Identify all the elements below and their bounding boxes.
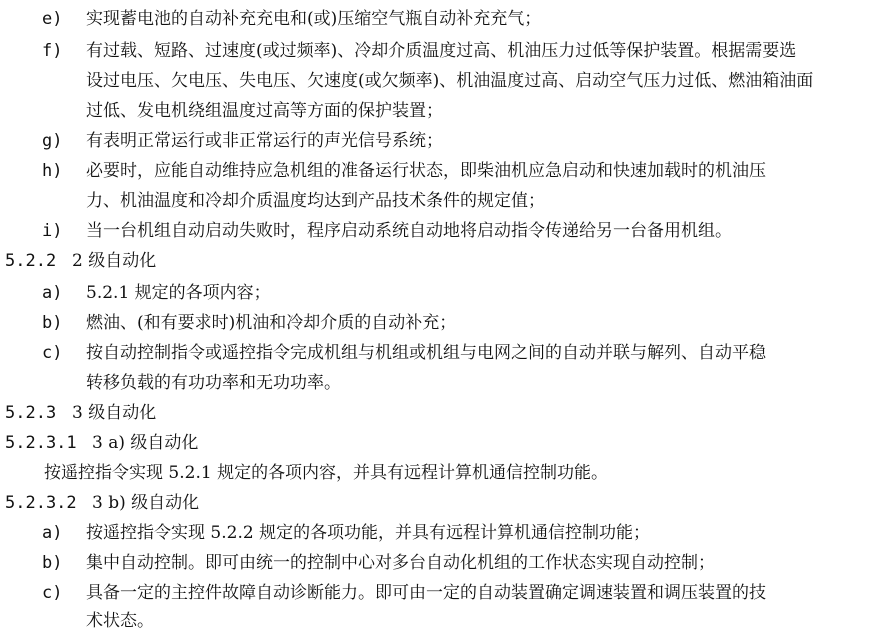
section-number-5-2-3: 5.2.3 [5, 403, 57, 423]
item-f-line-3: 过低、发电机绕组温度过高等方面的保护装置； [86, 101, 443, 121]
section-number-5-2-2: 5.2.2 [5, 251, 57, 271]
item-label-g: g) [42, 131, 63, 151]
paragraph-5-2-3-1: 按遥控指令实现 5.2.1 规定的各项内容，并具有远程计算机通信控制功能。 [44, 463, 609, 483]
item-5232-a-line-1: 按遥控指令实现 5.2.2 规定的各项功能，并具有远程计算机通信控制功能； [86, 523, 651, 543]
item-e-line-1: 实现蓄电池的自动补充充电和(或)压缩空气瓶自动补充充气； [86, 9, 542, 29]
section-title-5-2-2: 2 级自动化 [72, 251, 157, 271]
item-f-line-2: 设过电压、欠电压、失电压、欠速度(或欠频率)、机油温度过高、启动空气压力过低、燃油箱油面 [86, 71, 814, 91]
section-title-5-2-3-1: 3 a) 级自动化 [92, 433, 199, 453]
item-label-e: e) [42, 9, 63, 29]
item-label-i: i) [42, 221, 63, 241]
item-f-line-1: 有过载、短路、过速度(或过频率)、冷却介质温度过高、机油压力过低等保护装置。根据需要选 [86, 41, 797, 61]
item-522-a-line-1: 5.2.1 规定的各项内容； [86, 283, 271, 303]
item-i-line-1: 当一台机组自动启动失败时，程序启动系统自动地将启动指令传递给另一台备用机组。 [86, 221, 732, 241]
item-g-line-1: 有表明正常运行或非正常运行的声光信号系统； [86, 131, 443, 151]
item-label-c: c) [42, 583, 63, 603]
item-label-b: b) [42, 553, 63, 573]
section-number-5-2-3-1: 5.2.3.1 [5, 433, 77, 453]
item-label-c: c) [42, 343, 63, 363]
item-5232-b-line-1: 集中自动控制。即可由统一的控制中心对多台自动化机组的工作状态实现自动控制； [86, 553, 715, 573]
section-title-5-2-3: 3 级自动化 [72, 403, 157, 423]
item-h-line-2: 力、机油温度和冷却介质温度均达到产品技术条件的规定值； [86, 191, 545, 211]
item-label-a: a) [42, 283, 63, 303]
item-label-h: h) [42, 161, 63, 181]
item-522-b-line-1: 燃油、(和有要求时)机油和冷却介质的自动补充； [86, 313, 457, 333]
section-number-5-2-3-2: 5.2.3.2 [5, 493, 77, 513]
item-522-c-line-1: 按自动控制指令或遥控指令完成机组与机组或机组与电网之间的自动并联与解列、自动平稳 [86, 343, 766, 363]
item-h-line-1: 必要时，应能自动维持应急机组的准备运行状态，即柴油机应急启动和快速加载时的机油压 [86, 161, 766, 181]
item-label-b: b) [42, 313, 63, 333]
item-5232-c-line-1: 具备一定的主控件故障自动诊断能力。即可由一定的自动装置确定调速装置和调压装置的技 [86, 583, 766, 603]
section-title-5-2-3-2: 3 b) 级自动化 [92, 493, 200, 513]
item-label-f: f) [42, 41, 63, 61]
item-5232-c-line-2: 术状态。 [86, 611, 154, 631]
item-522-c-line-2: 转移负载的有功功率和无功功率。 [86, 373, 341, 393]
item-label-a: a) [42, 523, 63, 543]
